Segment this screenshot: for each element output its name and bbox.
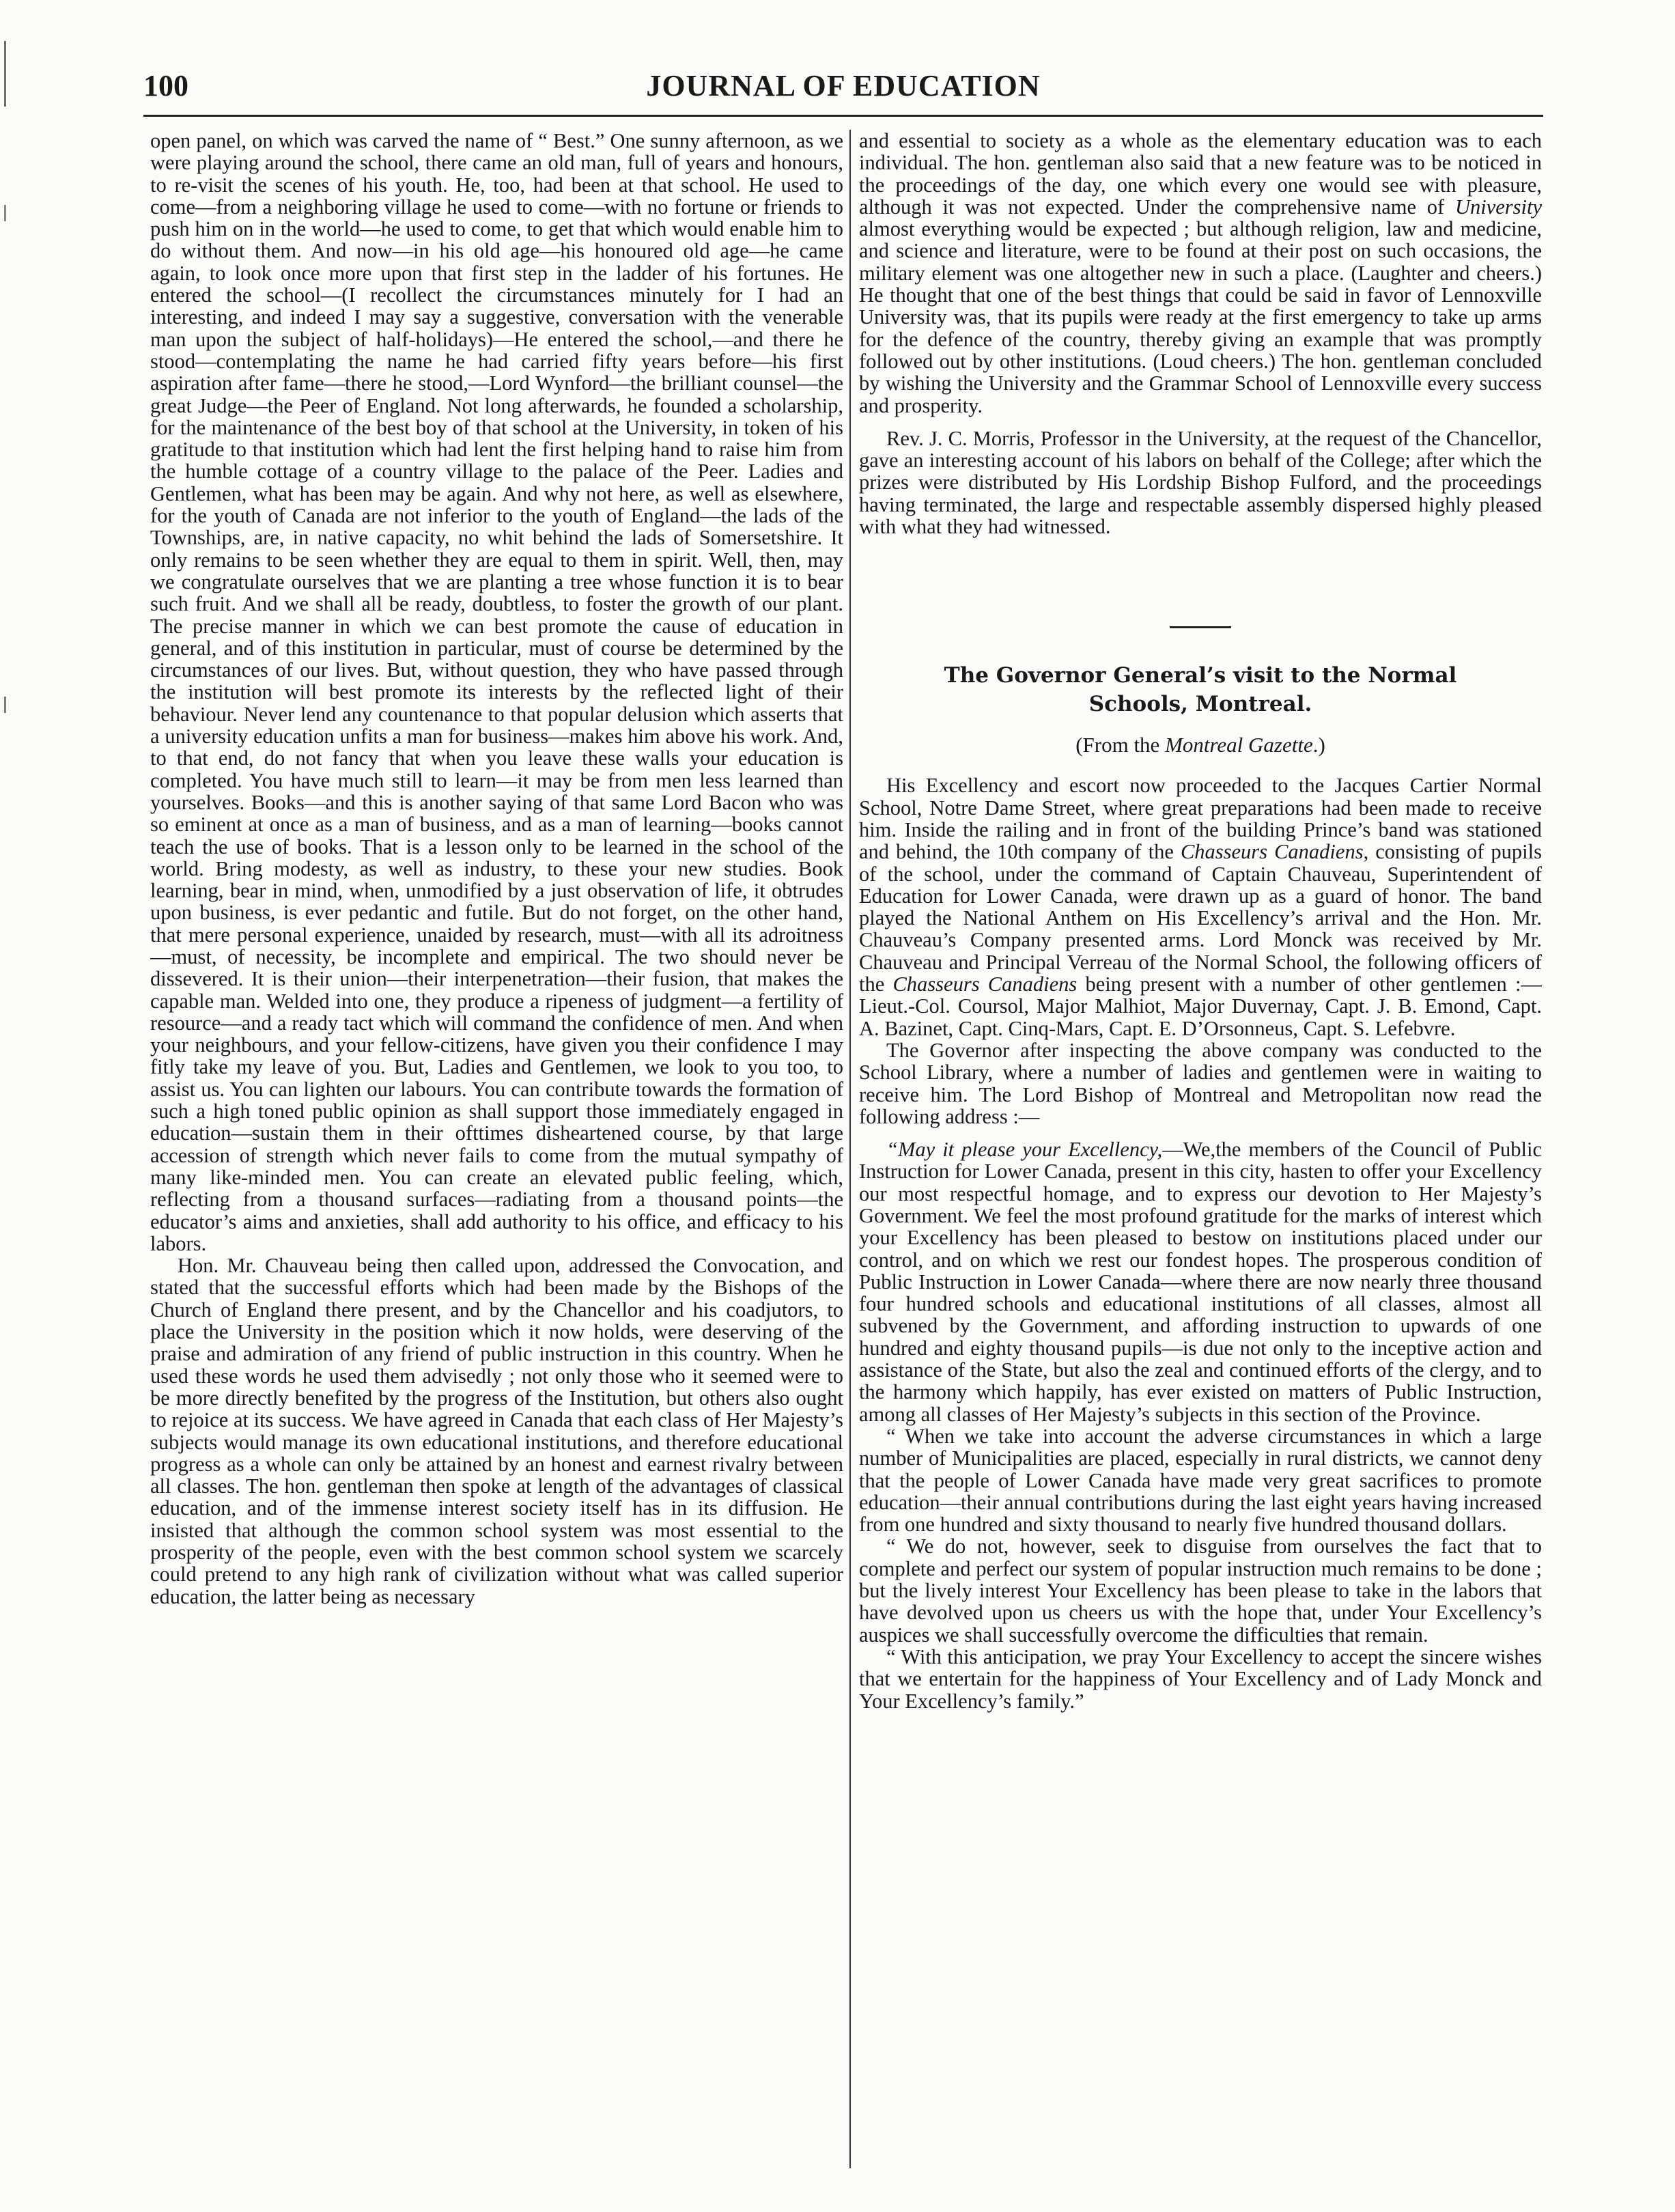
speech-paragraph: open panel, on which was carved the name of “ Best.” One sunny afternoon, as we were playing around the school, there came an old man, full of years and honours, to re-visit the scenes of his youth. He, too, had been at that school. He used to come—from a neighboring village he used to come—with no fortune or friends to push him on in the world—he used to come, to get that which would enable him to do without them. And now—in his old age—his honoured old age—he came again, to look once more upon that first step in the ladder of his fortunes. He entered the school—(I recollect the circumstances minutely for I had an interesting, and indeed I may say a suggestive, conversation with the venerable man upon the subject of half-holidays)—He entered the school,—and there he stood—contemplating the name he had carried fifty years before—his first aspiration after fame—there he stood,—Lord Wynford—the brilliant counsel—the great Judge—the Peer of England. Not long afterwards, he founded a scholarship, for the maintenance of the best boy of that school at the University, in token of his gratitude to that institution which had lent the first helping hand to raise him from the humble cottage of a country village to the palace of the Peer. Ladies and Gentlemen, what has been may be again. And why not here, as well as elsewhere, for the youth of Canada are not inferior to the youth of England—the lads of the Townships, are, in native capacity, no whit behind the lads of Somersetshire. It only remains to be seen whether they are equal to them in spirit. Well, then, may we congratulate ourselves that we are planting a tree whose function it is to bear such fruit. And we shall all be ready, doubtless, to foster the growth of our plant. The precise manner in which we can best promote the cause of education in general, and of this institution in particular, must of course be determined by the circumstances of our lives. But, without question, they who have passed through the institution will best promote its interests by the reflected light of their behaviour. Never lend any countenance to that popular delusion which asserts that a university education unfits a man for business—makes him above his work. And, to that end, do not fancy that when you leave these walls your education is completed. You have much still to learn—it may be from men less learned than yourselves. Books—and this is another saying of that same Lord Bacon who was so eminent at once as a man of business, and as a man of learning—books cannot teach the use of books. That is a lesson only to be learned in the school of the world. Bring modesty, as well as industry, to these your new studies. Book learning, bear in mind, when, unmodified by a just observation of life, it obtrudes upon business, is ever pedantic and futile. But do not forget, on the other hand, that mere personal experience, unaided by research, must—with all its adroitness—must, of necessity, be incomplete and empirical. The two should never be dissevered. It is their union—their interpenetration—their fusion, that makes the capable man. Welded into one, they produce a ripeness of judgment—a fertility of resource—and a ready tact which will command the confidence of men. And when your neighbours, and your fellow-citizens, have given you their confidence I may fitly take my leave of you. But, Ladies and Gentlemen, we look to you too, to assist us. You can lighten our labours. You can contribute towards the formation of such a high toned public opinion as shall support those immediately engaged in education—sustain them in their ofttimes disheartened course, by that large accession of strength which never fails to come from the mutual sympathy of many like-minded men. You can create an elevated public feeling, which, reflecting from a thousand surfaces—radiating from a thousand points—the educator’s aims and anxieties, shall add authority to his office, and efficacy to his labors. bbox=[150, 130, 843, 1255]
address-salutation: “May it please your Excellency, bbox=[886, 1138, 1163, 1162]
address-paragraph-3: “ We do not, however, seek to disguise from ourselves the fact that to complete and perfect our system of popular instruction much remains to be done ; but the lively interest Your Excellency has been please to take in the labors that have devolved upon us cheers us with the hope that, under Your Excellency’s auspices we shall successfully overcome the difficulties that remain. bbox=[859, 1535, 1542, 1647]
visit-paragraph: His Excellency and escort now proceeded to the Jacques Cartier Normal School, Notre Dame Street, where great preparations had been made to receive him. Inside the railing and in front of the building Prince’s band was stationed and behind, the 10th company of the Chasseurs Canadiens, consisting of pupils of the school, under the command of Captain Chauveau, Superintendent of Education for Lower Canada, were drawn up as a guard of honor. The band played the National Anthem on His Excellency’s arrival and the Hon. Mr. Chauveau’s Company presented arms. Lord Monck was received by Mr. Chauveau and Principal Verreau of the Normal School, the following officers of the Chasseurs Canadiens being present with a number of other gentlemen :— Lieut.-Col. Coursol, Major Malhiot, Major Duvernay, Capt. J. B. Emond, Capt. A. Bazinet, Capt. Cinq-Mars, Capt. E. D’Orsonneus, Capt. S. Lefebvre. bbox=[859, 774, 1542, 1040]
right-column bbox=[859, 130, 1542, 2168]
chauveau-paragraph: Hon. Mr. Chauveau being then called upon, addressed the Convocation, and stated that the successful efforts which had been made by the Bishops of the Church of England there present, and by the Chancellor and his coadjutors, to place the University in the position which it now holds, were deserving of the praise and admiration of any friend of public instruction in this country. When he used these words he used them advisedly ; not only those who it seemed were to be more directly benefited by the progress of the Institution, but others also ought to rejoice at its success. We have agreed in Canada that each class of Her Majesty’s subjects would manage its own educational institutions, and therefore educational progress as a whole can only be attained by an honest and earnest rivalry between all classes. The hon. gentleman then spoke at length of the advantages of classical education, and of the immense interest society itself has in its diffusion. He insisted that although the common school system was most essential to the prosperity of the people, even with the best common school system we scarcely could pretend to any high rank of civilization without what was called superior education, the latter being as necessary bbox=[150, 1254, 843, 1608]
morris-paragraph: Rev. J. C. Morris, Professor in the University, at the request of the Chancellor, gave an interesting account of his labors on behalf of the College; after which the prizes were distributed by His Lordship Bishop Fulford, and the proceedings having terminated, the large and respectable assembly dispersed highly pleased with what they had witnessed. bbox=[859, 426, 1542, 539]
column-divider bbox=[849, 130, 851, 2168]
section-divider bbox=[1170, 626, 1231, 628]
source-name: Montreal Gazette bbox=[1165, 733, 1313, 757]
address-paragraph: “May it please your Excellency,—We,the members of the Council of Public Instruction for Lower Canada, present in this city, hasten to offer your Excellency our most respectful homage, and to express our devotion to Her Majesty’s Government. We feel the most profound gratitude for the marks of interest which your Excellency has been pleased to bestow on institutions placed under our control, and on which we rest our fondest hopes. The prosperous condition of Public Instruction in Lower Canada—where there are now nearly three thousand four hundred schools and educational institutions of all classes, almost all subvened by the Government, and affording instruction to upwards of one hundred and eighty thousand pupils—is due not only to the inceptive action and assistance of the State, but also the zeal and continued efforts of the clergy, and to the harmony which happily, has ever existed on matters of Public Instruction, among all classes of Her Majesty’s subjects in this section of the Province. bbox=[859, 1138, 1542, 1426]
university-emphasis: University bbox=[1454, 195, 1542, 219]
address-paragraph-2: “ When we take into account the adverse circumstances in which a large number of Municipalities are placed, especially in rural districts, we cannot deny that the people of Lower Canada have made very great sacrifices to promote education—their annual contributions during the last eight years having increased from one hundred and sixty thousand to nearly five hundred thousand dollars. bbox=[859, 1424, 1542, 1537]
chasseurs-emphasis-2: Chasseurs Canadiens bbox=[892, 972, 1078, 996]
header-rule bbox=[143, 115, 1543, 117]
continuation-paragraph bbox=[859, 130, 1542, 417]
journal-title: JOURNAL OF EDUCATION bbox=[646, 69, 1041, 102]
section-title-line-2: Schools, Montreal. bbox=[1088, 692, 1312, 717]
section-title bbox=[859, 661, 1542, 718]
chasseurs-emphasis: Chasseurs Canadiens bbox=[1180, 840, 1364, 864]
section-title-line-1: The Governor General’s visit to the Normal bbox=[944, 663, 1457, 688]
binding-edge-marks bbox=[4, 41, 6, 1680]
left-column bbox=[150, 130, 843, 2168]
continuation-text-a: and essential to society as a whole as the elementary education was to each individual. The hon. gentleman also said that a new feature was to be noticed in the proceedings of the day, one which every one would see with pleasure, although it was not expected. Under the comprehensive name of bbox=[859, 130, 1542, 219]
address-paragraph-4: “ With this anticipation, we pray Your Excellency to accept the sincere wishes that we entertain for the happiness of Your Excellency and of Lady Monck and Your Excellency’s family.” bbox=[859, 1644, 1542, 1713]
library-paragraph: The Governor after inspecting the above company was conducted to the School Library, where a number of ladies and gentlemen were in waiting to receive him. The Lord Bishop of Montreal and Metropolitan now read the following address :— bbox=[859, 1038, 1542, 1128]
page-header bbox=[143, 68, 1543, 109]
source-line: (From the Montreal Gazette.) bbox=[1075, 733, 1325, 757]
continuation-text-b: almost everything would be expected ; but although religion, law and medicine, and science and literature, were to be found at their post on such occasions, the military element was one altogether new in such a place. (Laughter and cheers.) He thought that one of the best things that could be said in favor of Lennoxville University was, that its pupils were ready at the first emergency to take up arms for the defence of the country, thereby giving an example that was promptly followed out by other institutions. (Loud cheers.) The hon. gentleman concluded by wishing the University and the Grammar School of Lennoxville every success and prosperity. bbox=[859, 217, 1542, 417]
page-number: 100 bbox=[143, 69, 188, 102]
